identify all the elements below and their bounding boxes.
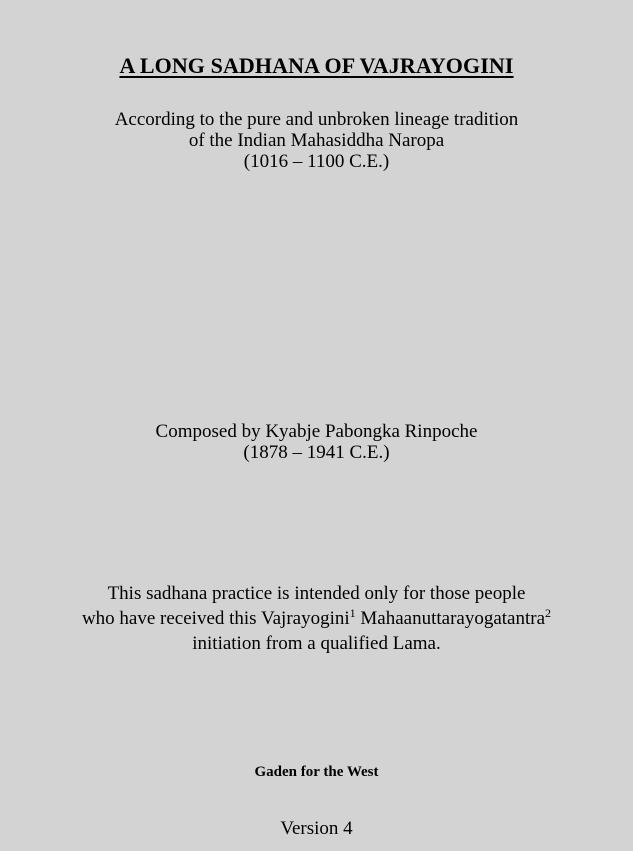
lineage-statement	[0, 109, 633, 172]
lineage-line-2: of the Indian Mahasiddha Naropa	[188, 130, 445, 151]
notice-line-3: initiation from a qualified Lama.	[192, 633, 441, 654]
version-label: Version 4	[280, 818, 353, 839]
composer-line: Composed by Kyabje Pabongka Rinpoche	[155, 421, 478, 442]
footnote-marker-2[interactable]: 2	[545, 606, 552, 620]
publisher-name: Gaden for the West	[254, 764, 379, 780]
lineage-line-1: According to the pure and unbroken lineage tradition	[114, 109, 519, 130]
composer-dates: (1878 – 1941 C.E.)	[243, 442, 390, 463]
initiation-notice	[0, 581, 633, 656]
document-title: A LONG SADHANA OF VAJRAYOGINI	[119, 53, 514, 78]
notice-line-2	[0, 606, 633, 631]
lineage-dates: (1016 – 1100 C.E.)	[243, 151, 390, 172]
notice-line-1: This sadhana practice is intended only for those people	[107, 583, 526, 604]
notice-line-2-part-a: who have received this Vajrayogini	[81, 608, 350, 629]
composer-statement	[0, 421, 633, 463]
footnote-marker-1[interactable]: 1	[349, 606, 356, 620]
notice-line-2-part-b: Mahaanuttarayogatantra	[355, 608, 546, 629]
